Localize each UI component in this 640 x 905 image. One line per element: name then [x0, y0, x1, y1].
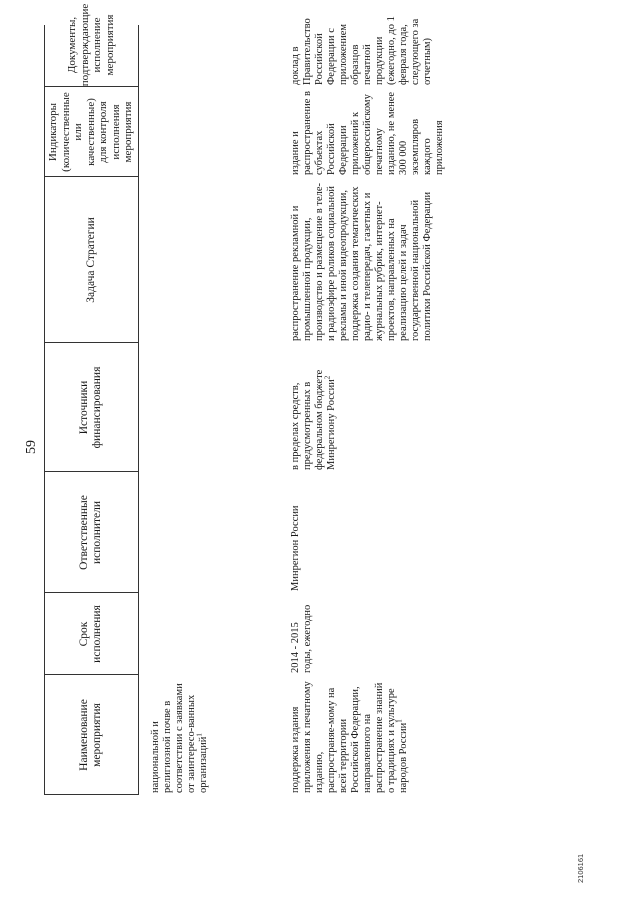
continuation-name-cell [150, 683, 210, 793]
table-top-border [44, 25, 45, 795]
row-name-cell [290, 681, 410, 793]
header-term: Срок исполнения [78, 605, 103, 663]
continuation-name-text: национальной и религиозной почве в соответствии с заявками от заинтересо-ванных организаций [150, 683, 209, 793]
col-divider [44, 674, 138, 675]
header-indicators: Индикаторы (количественные или качественные) для контроля исполнения мероприятия [47, 92, 135, 172]
row-indicators: издание и распространение в субъектах Российской Федерации приложений к общероссийскому печатному изданию, не менее 300 000 экземпляров каждого приложения [290, 91, 445, 175]
header-name: Наименование мероприятия [78, 699, 103, 771]
row-name-text: поддержка издания приложения к печатному изданию, распространяе-мому на всей территории Российской Федерации, направленного на распространение знаний о традициях и культуре народов России [290, 681, 409, 793]
row-documents: доклад в Правительство Российской Федерации с приложением образцов печатной продукции (ежегодно, до 1 февраля года, следующего за отчетным) [290, 16, 433, 85]
col-divider [44, 342, 138, 343]
header-funding: Источники финансирования [78, 366, 103, 449]
footnote-mark: 1 [195, 733, 204, 737]
header-task: Задача Стратегии [84, 217, 97, 303]
table-header-border [138, 25, 139, 795]
row-task: распространение рекламной и промышленной продукции, производство и размещение в теле- и радиоэфире роликов социальной рекламы и иной видеопродукции, поддержка создания тематических радио- и телепередач, газетных и журнальных рубрик, интернет-проектов, направленных на реализацию целей и задач государственной национальной политики Российской Федерации [290, 182, 433, 341]
row-executors: Минрегион России [290, 505, 301, 591]
col-divider [44, 176, 138, 177]
page-number: 59 [24, 440, 39, 454]
row-funding-text: в пределах средств, предусмотренных в федеральном бюджете Минрегиону России [290, 369, 337, 470]
row-funding-cell [290, 346, 338, 470]
footnote-mark: 2 [323, 375, 332, 380]
col-divider [44, 592, 138, 593]
col-divider [44, 794, 138, 795]
header-executors: Ответственные исполнители [78, 495, 103, 570]
col-divider [44, 471, 138, 472]
header-documents: Документы, подтверждающие исполнение мероприятия [66, 3, 116, 87]
document-serial-number: 2106161 [576, 853, 585, 883]
footnote-mark: 1 [395, 719, 404, 723]
row-term: 2014 - 2015 годы, ежегодно [290, 604, 313, 673]
